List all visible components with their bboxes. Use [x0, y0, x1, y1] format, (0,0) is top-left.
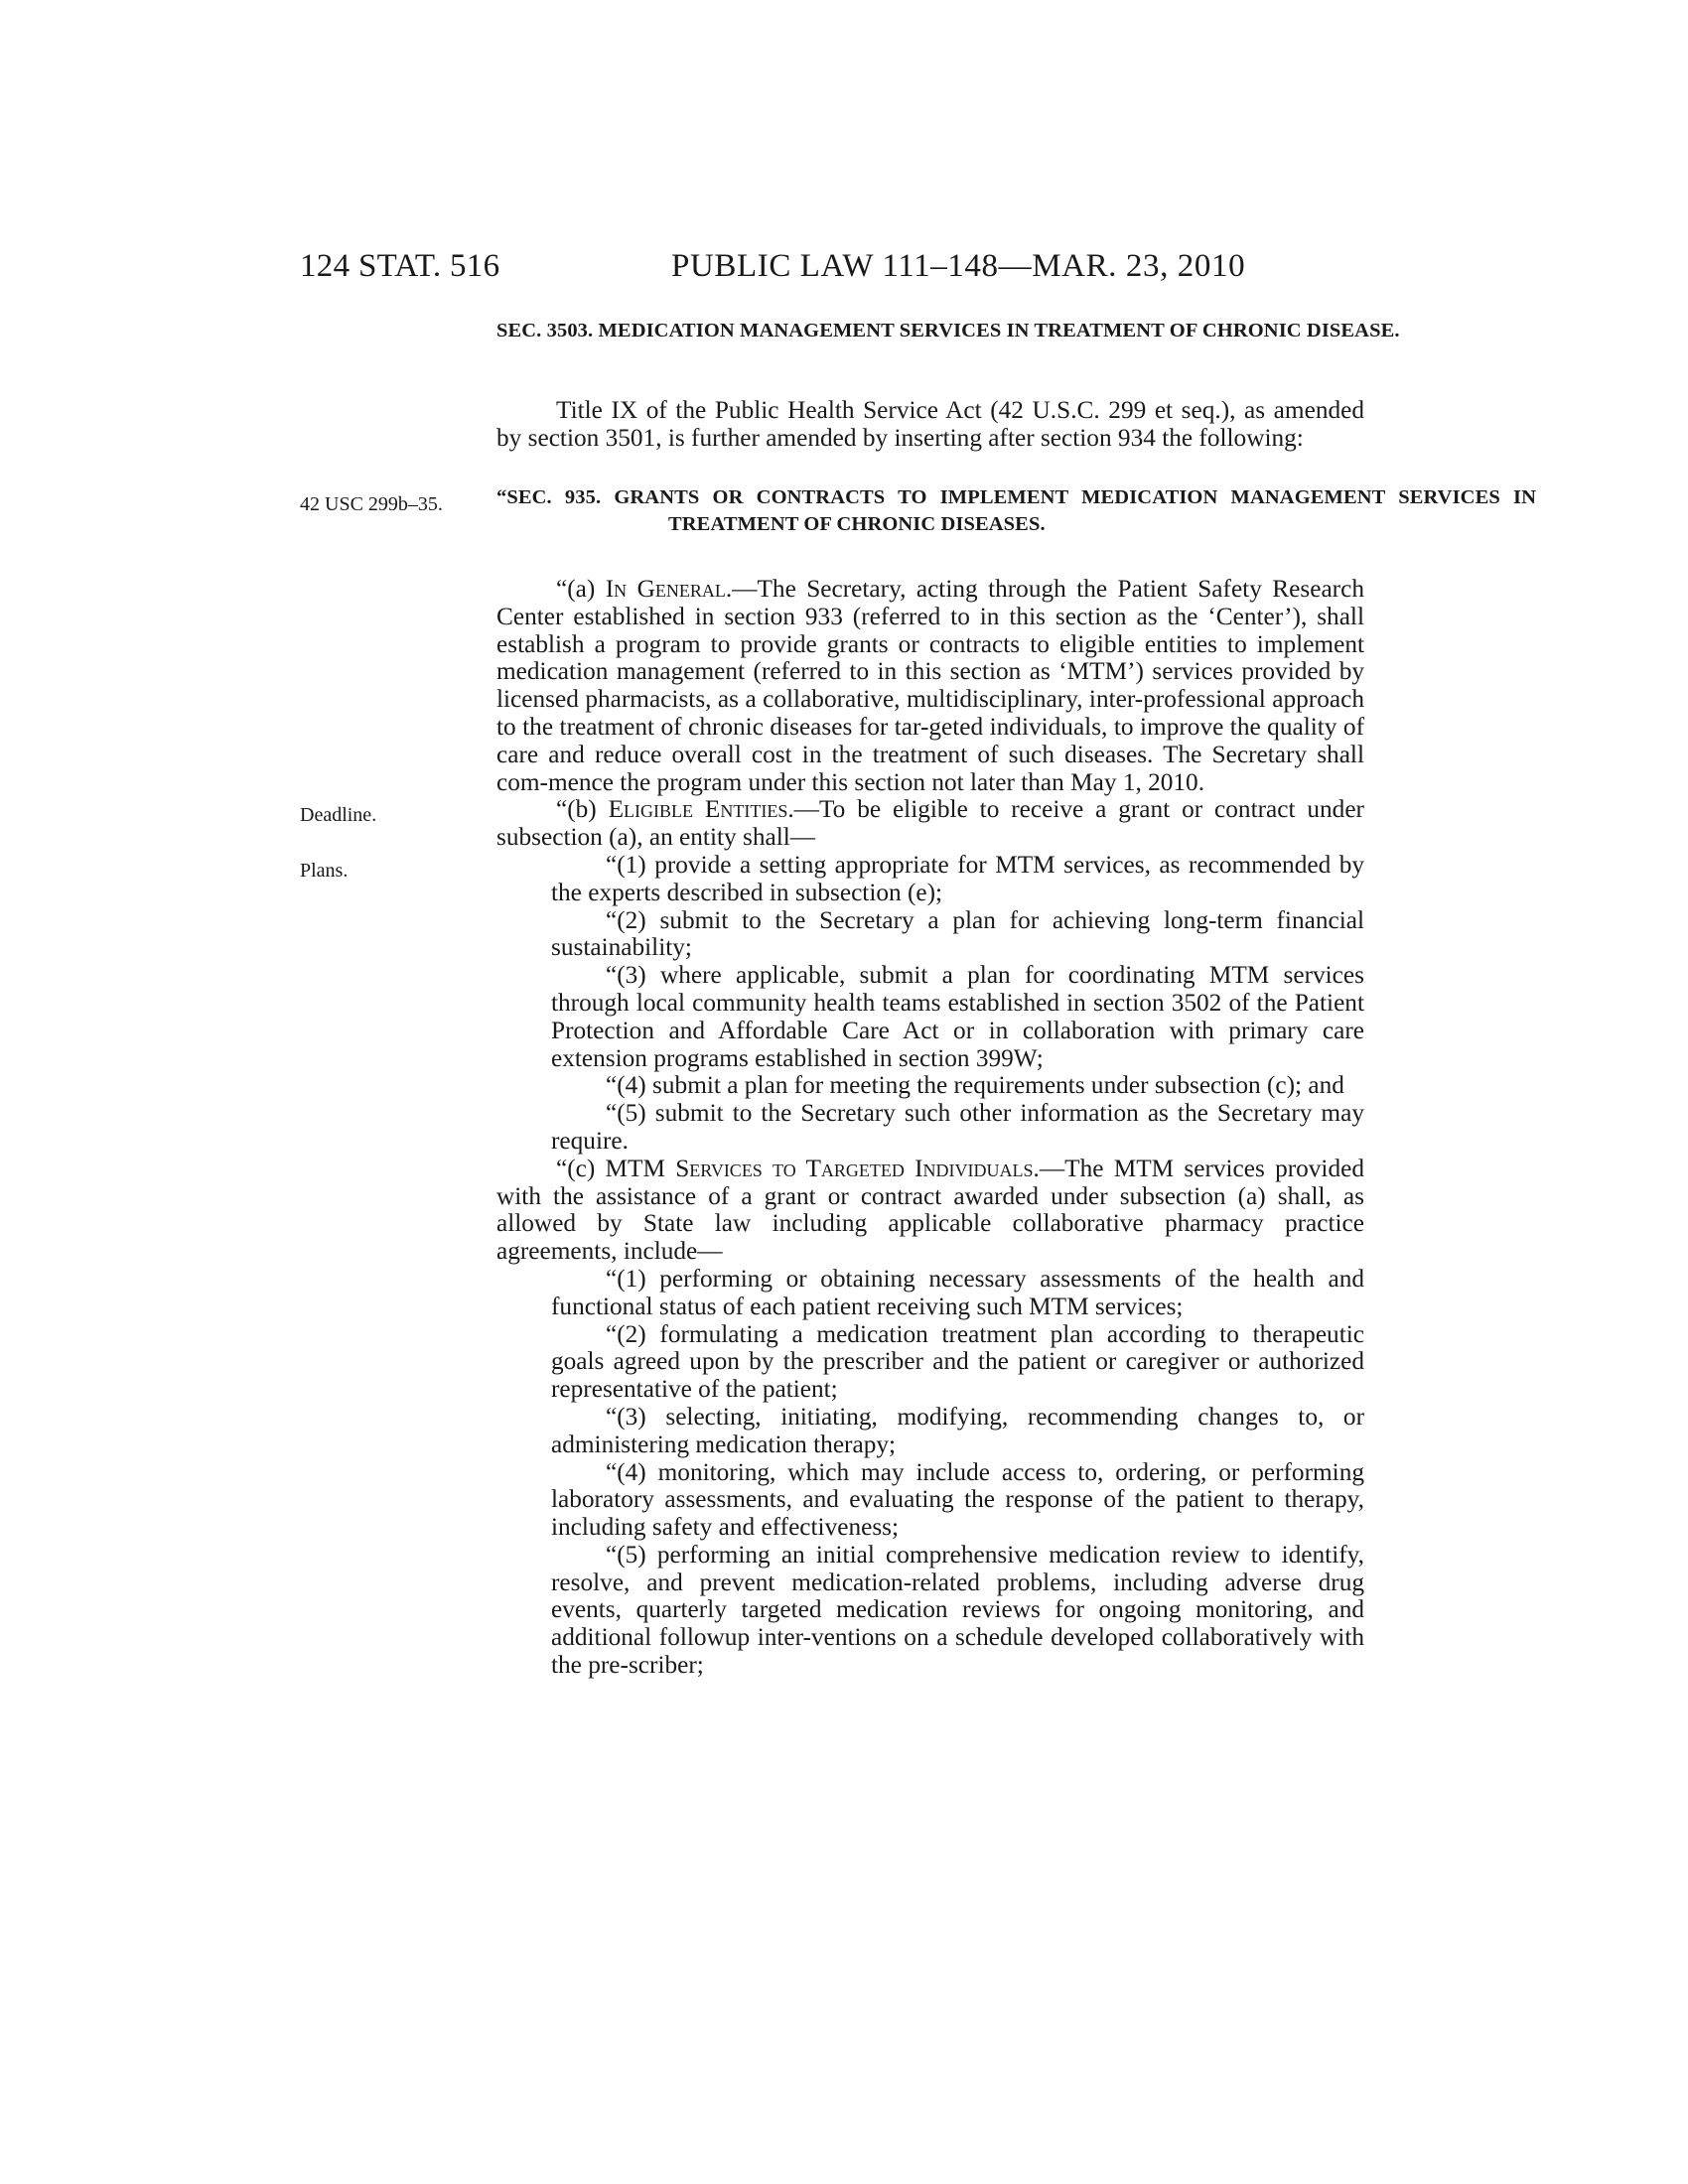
section-3503-intro: Title IX of the Public Health Service Act (42 U.S.C. 299 et seq.), as amended by section 3501, is further amended by inserting after section 934 the following: [496, 396, 1364, 452]
subsection-b-text: .—To be eligible to receive a grant or contract under subsection (a), an entity shall— [496, 795, 1364, 852]
subsection-c-text: .—The MTM services provided with the assistance of a grant or contract awarded under subsection (a) shall, as allowed by State law including applicable collaborative pharmacy practice agreements, include— [496, 1154, 1364, 1266]
page-header [300, 248, 1364, 298]
subsection-a-text: .—The Secretary, acting through the Patient Safety Research Center established in section 933 (referred to in this section as the ‘Center’), shall establish a program to provide grants or contracts to eligible entities to implement medication management (referred to in this section as ‘MTM’) services provided by licensed pharmacists, as a collaborative, multidisciplinary, inter-professional approach to the treatment of chronic diseases for tar-geted individuals, to improve the quality of care and reduce overall cost in the treatment of such diseases. The Secretary shall com-mence the program under this section not later than May 1, 2010. [496, 575, 1364, 796]
subsection-c-item: “(1) performing or obtaining necessary assessments of the health and functional status of each patient receiving such MTM services; [551, 1264, 1364, 1320]
subsection-b-item: “(4) submit a plan for meeting the requirements under subsection (c); and [606, 1071, 1344, 1100]
section-935-body [496, 576, 1364, 1680]
margin-note-deadline: Deadline. [300, 804, 377, 826]
subsection-a [496, 576, 1364, 796]
subsection-a-heading: In General [605, 575, 726, 603]
subsection-c-item: “(4) monitoring, which may include access to, ordering, or performing laboratory assessments, and evaluating the response of the patient to therapy, including safety and effectiveness; [551, 1457, 1364, 1542]
section-935-heading: “SEC. 935. GRANTS OR CONTRACTS TO IMPLEMENT MEDICATION MANAGEMENT SERVICES IN TREATMENT OF CHRONIC DISEASES. [496, 486, 1536, 535]
subsection-c-prefix: “(c) [556, 1154, 606, 1182]
subsection-b [496, 796, 1364, 852]
subsection-c-item: “(5) performing an initial comprehensive medication review to identify, resolve, and prevent medication-related problems, including adverse drug events, quarterly targeted medication reviews for ongoing monitoring, and additional followup inter-ventions on a schedule developed collaboratively with the pre-scriber; [551, 1540, 1364, 1680]
margin-note-usc: 42 USC 299b–35. [300, 493, 443, 515]
subsection-a-prefix: “(a) [556, 575, 606, 603]
subsection-b-prefix: “(b) [556, 795, 609, 824]
subsection-c-heading: MTM Services to Targeted Individuals [605, 1154, 1034, 1182]
running-head: PUBLIC LAW 111–148—MAR. 23, 2010 [671, 248, 1246, 284]
margin-note-plans: Plans. [300, 860, 349, 882]
subsection-b-item: “(2) submit to the Secretary a plan for achieving long-term financial sustainability; [551, 905, 1364, 962]
subsection-c-item: “(2) formulating a medication treatment plan according to therapeutic goals agreed upon by the prescriber and the patient or caregiver or authorized representative of the patient; [551, 1319, 1364, 1404]
subsection-c-item: “(3) selecting, initiating, modifying, recommending changes to, or administering medication therapy; [551, 1402, 1364, 1458]
section-3503-heading: SEC. 3503. MEDICATION MANAGEMENT SERVICES IN TREATMENT OF CHRONIC DISEASE. [496, 320, 1400, 341]
subsection-c [496, 1156, 1364, 1266]
subsection-b-heading: Eligible Entities [608, 795, 788, 824]
subsection-b-item: “(5) submit to the Secretary such other information as the Secretary may require. [551, 1099, 1364, 1155]
subsection-b-item: “(1) provide a setting appropriate for MTM services, as recommended by the experts described in subsection (e); [551, 850, 1364, 906]
subsection-b-item: “(3) where applicable, submit a plan for coordinating MTM services through local community health teams established in section 3502 of the Patient Protection and Affordable Care Act or in collaboration with primary care extension programs established in section 399W; [551, 961, 1364, 1072]
page-number: 124 STAT. 516 [300, 248, 500, 284]
